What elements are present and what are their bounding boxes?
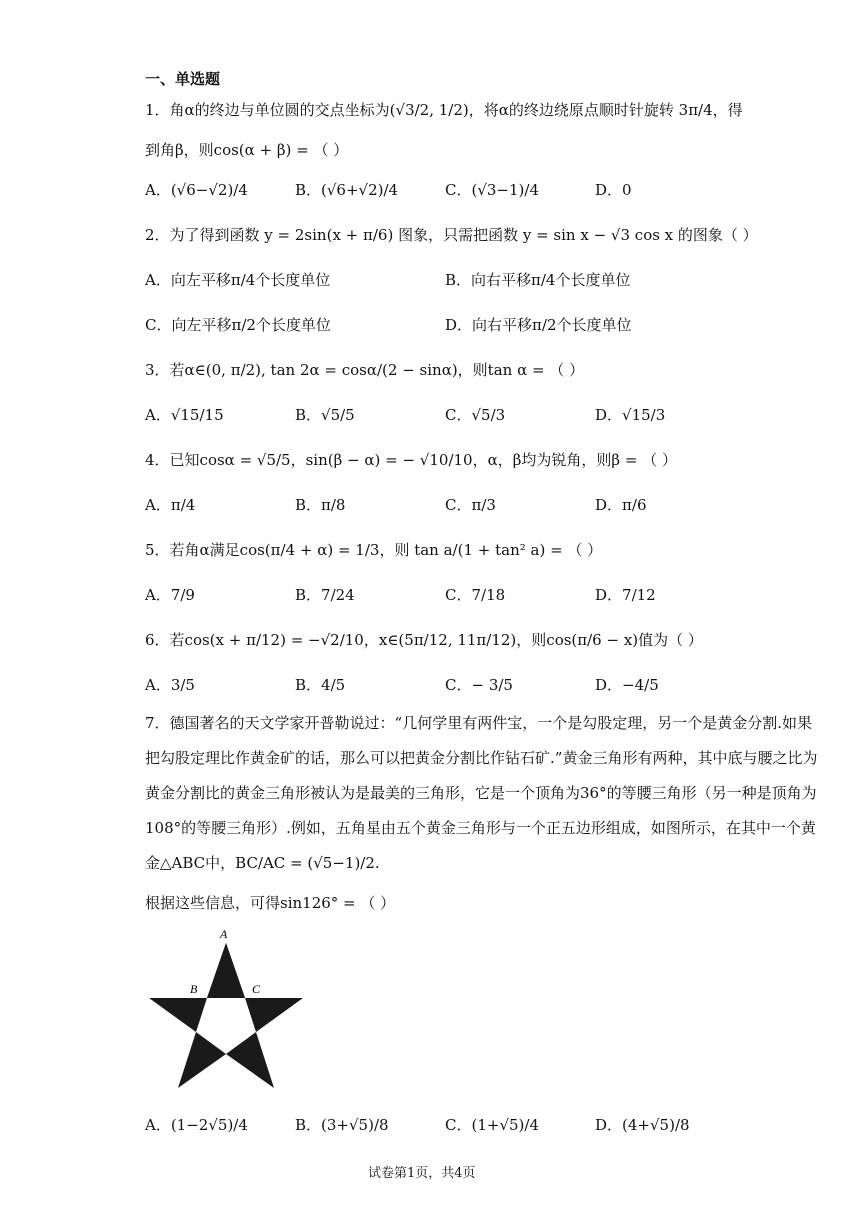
- label-a: A: [220, 927, 228, 941]
- label-b: B: [190, 982, 198, 996]
- q4-option-c[interactable]: C．π/3: [445, 496, 496, 514]
- q1-line2: 到角β，则cos(α + β) = （ ）: [145, 141, 349, 159]
- pentagram-figure: [140, 925, 315, 1095]
- q1-option-c[interactable]: C．(√3−1)/4: [445, 181, 539, 199]
- q3-option-c[interactable]: C．√5/3: [445, 406, 506, 424]
- q7-question: 根据这些信息，可得sin126° = （ ）: [145, 894, 396, 912]
- q2-stem: 2．为了得到函数 y = 2sin(x + π/6) 图象，只需把函数 y = sin x − √3 cos x 的图象（ ）: [145, 226, 758, 244]
- q5-option-c[interactable]: C．7/18: [445, 586, 506, 604]
- q7-option-b[interactable]: B．(3+√5)/8: [295, 1116, 389, 1134]
- q2-option-b[interactable]: B．向右平移π/4个长度单位: [445, 271, 631, 289]
- q6-option-a[interactable]: A．3/5: [145, 676, 195, 694]
- q5-option-a[interactable]: A．7/9: [145, 586, 195, 604]
- q1-option-a[interactable]: A．(√6−√2)/4: [145, 181, 248, 199]
- q4-stem: 4．已知cosα = √5/5，sin(β − α) = − √10/10，α，β均为锐角，则β = （ ）: [145, 451, 677, 469]
- q5-stem: 5．若角α满足cos(π/4 + α) = 1/3，则 tan a/(1 + tan² a) = （ ）: [145, 541, 603, 559]
- q3-option-d[interactable]: D．√15/3: [595, 406, 666, 424]
- q1-option-b[interactable]: B．(√6+√2)/4: [295, 181, 399, 199]
- q3-option-b[interactable]: B．√5/5: [295, 406, 355, 424]
- q4-option-d[interactable]: D．π/6: [595, 496, 647, 514]
- label-c: C: [252, 982, 261, 996]
- q2-option-c[interactable]: C．向左平移π/2个长度单位: [145, 316, 331, 334]
- q7-paragraph: 7．德国著名的天文学家开普勒说过：“几何学里有两件宝，一个是勾股定理，另一个是黄金分割.如果把勾股定理比作黄金矿的话，那么可以把黄金分割比作钻石矿.”黄金三角形有两种，其中底与腰之比为黄金分割比的黄金三角形被认为是最美的三角形，它是一个顶角为36°的等腰三角形（另一种是顶角为108°的等腰三角形）.例如，五角星由五个黄金三角形与一个正五边形组成，如图所示，在其中一个黄金△ABC中，BC/AC = (√5−1)/2.: [145, 714, 818, 872]
- q2-option-d[interactable]: D．向右平移π/2个长度单位: [445, 316, 632, 334]
- q6-option-d[interactable]: D．−4/5: [595, 676, 659, 694]
- q7-option-a[interactable]: A．(1−2√5)/4: [145, 1116, 248, 1134]
- q5-option-d[interactable]: D．7/12: [595, 586, 656, 604]
- q6-option-b[interactable]: B．4/5: [295, 676, 346, 694]
- page-footer: 试卷第1页，共4页: [368, 1166, 476, 1181]
- q6-stem: 6．若cos(x + π/12) = −√2/10，x∈(5π/12, 11π/12)，则cos(π/6 − x)值为（ ）: [145, 631, 703, 649]
- q4-option-a[interactable]: A．π/4: [145, 496, 196, 514]
- q3-option-a[interactable]: A．√15/15: [145, 406, 224, 424]
- q2-option-a[interactable]: A．向左平移π/4个长度单位: [145, 271, 331, 289]
- q6-option-c[interactable]: C．− 3/5: [445, 676, 513, 694]
- q7-option-d[interactable]: D．(4+√5)/8: [595, 1116, 690, 1134]
- q1-line1: 1．角α的终边与单位圆的交点坐标为(√3/2, 1/2)，将α的终边绕原点顺时针旋转 3π/4，得: [145, 101, 743, 119]
- section-title: 一、单选题: [145, 70, 221, 88]
- q3-stem: 3．若α∈(0, π/2), tan 2α = cosα/(2 − sinα)，则tan α = （ ）: [145, 361, 585, 379]
- q4-option-b[interactable]: B．π/8: [295, 496, 346, 514]
- q5-option-b[interactable]: B．7/24: [295, 586, 355, 604]
- q1-option-d[interactable]: D．0: [595, 181, 632, 199]
- q7-option-c[interactable]: C．(1+√5)/4: [445, 1116, 539, 1134]
